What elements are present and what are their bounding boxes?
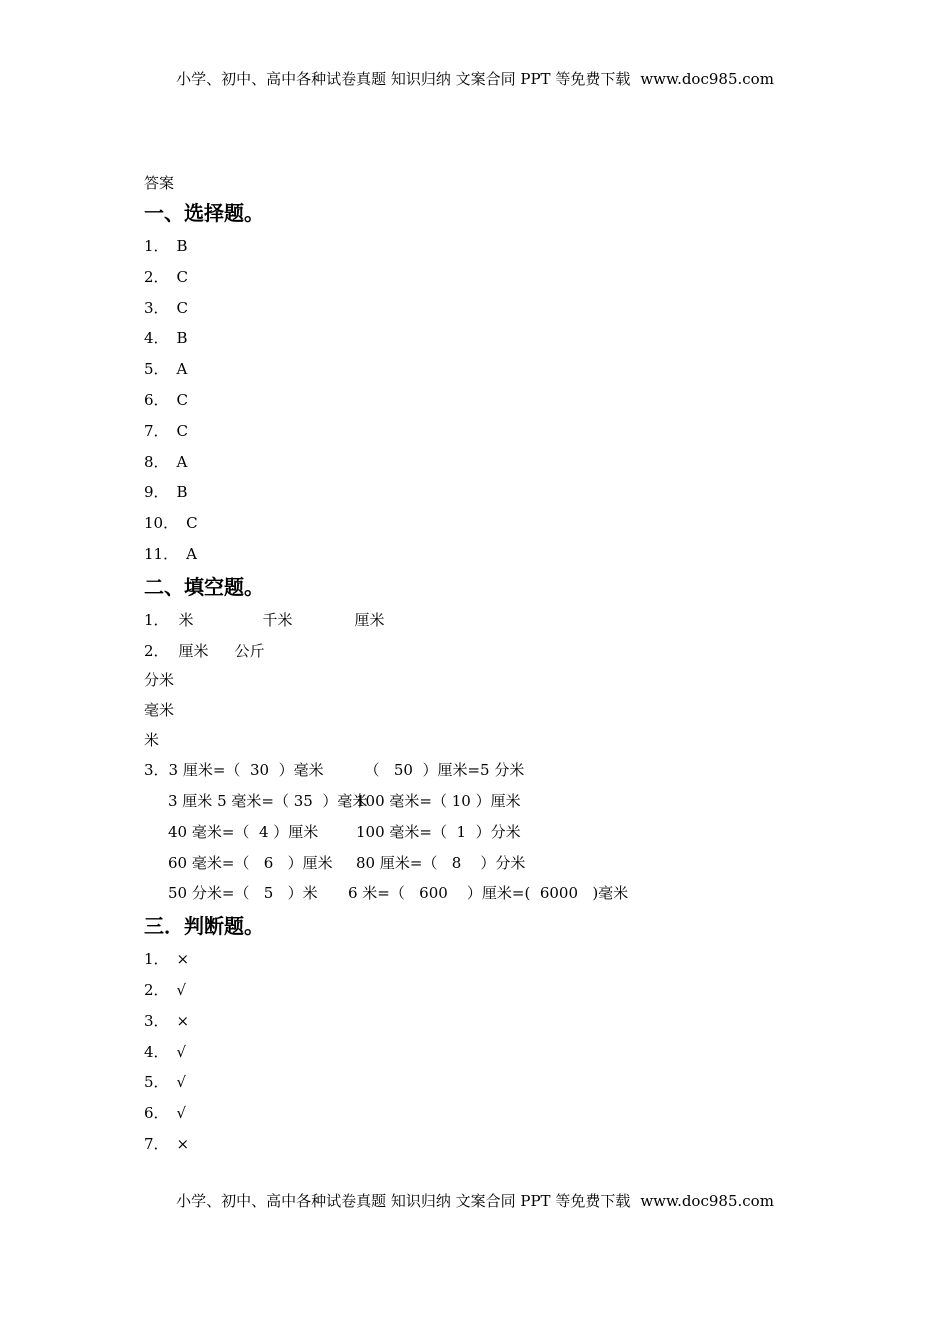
list-item [144, 944, 804, 975]
fill-question-2 [144, 636, 804, 667]
item-answer: C [176, 390, 189, 409]
list-item [144, 1129, 804, 1160]
conversion-right: 80 厘米=（ 8 ）分米 [356, 853, 526, 872]
list-item [144, 231, 804, 262]
item-number: 1． [144, 950, 169, 969]
fill-answer: 米 [144, 730, 160, 749]
item-answer: √ [176, 1042, 187, 1061]
conversion-row [144, 786, 804, 817]
section3-heading: 三．判断题。 [144, 914, 264, 939]
list-item [144, 416, 804, 447]
conversion-left: 50 分米=（ 5 ）米 [168, 884, 318, 903]
item-number: 2． [144, 641, 169, 660]
list-item [144, 1067, 804, 1098]
section3-list [144, 944, 804, 1160]
section1-heading: 一、选择题。 [144, 201, 264, 225]
item-number: 5． [144, 1073, 169, 1092]
conversion-left: 40 毫米=（ 4 ）厘米 [168, 822, 319, 841]
item-number: 1． [144, 610, 169, 629]
footer-url[interactable]: www.doc985.com [640, 1192, 774, 1210]
fill-answer: 米 [178, 610, 194, 629]
item-number: 6． [144, 1104, 169, 1123]
header-text: 小学、初中、高中各种试卷真题 知识归纳 文案合同 PPT 等免费下载 [176, 70, 631, 88]
item-answer: C [176, 298, 189, 317]
item-number: 8． [144, 452, 169, 471]
list-item [144, 293, 804, 324]
conversion-left: 3 厘米 5 毫米=（ 35 ）毫米 [168, 791, 368, 810]
list-item [144, 1037, 804, 1068]
item-number: 4． [144, 1042, 169, 1061]
item-answer: C [176, 267, 189, 286]
item-number: 7． [144, 421, 169, 440]
item-number: 7． [144, 1134, 169, 1153]
fill-answer: 厘米 [178, 641, 209, 660]
conversion-right: 6 米=（ 600 ）厘米=( 6000 )毫米 [348, 884, 629, 903]
list-item [144, 323, 804, 354]
item-number: 3． [144, 298, 169, 317]
item-answer: √ [176, 1073, 187, 1092]
item-answer: A [186, 544, 197, 563]
fill-answer: 分米 [144, 671, 175, 690]
section2-list [144, 605, 804, 909]
page-header [0, 68, 950, 89]
fill-answer: 厘米 [354, 610, 385, 629]
item-number: 1． [144, 237, 169, 255]
item-number: 10． [144, 514, 179, 533]
item-answer: C [186, 514, 198, 533]
conversion-right: 100 毫米=（ 10 ）厘米 [356, 791, 521, 810]
item-number: 2． [144, 267, 169, 286]
item-answer: √ [176, 1104, 187, 1123]
list-item [144, 975, 804, 1006]
list-item [144, 508, 804, 539]
item-answer: A [176, 452, 188, 471]
header-url[interactable]: www.doc985.com [640, 70, 774, 88]
fill-answer: 公斤 [234, 641, 265, 660]
conversion-left: 60 毫米=（ 6 ）厘米 [168, 853, 333, 872]
item-answer: B [176, 329, 188, 348]
list-item [144, 477, 804, 508]
item-number: 3． [144, 761, 169, 780]
answer-title: 答案 [144, 174, 175, 192]
item-number: 5． [144, 360, 169, 379]
item-answer: B [176, 483, 188, 502]
conversion-row [144, 848, 804, 879]
item-answer: × [176, 950, 190, 969]
item-answer: A [176, 360, 188, 379]
list-item [144, 385, 804, 416]
item-number: 3． [144, 1011, 169, 1030]
page-footer [0, 1190, 950, 1211]
conversion-right: 100 毫米=（ 1 ）分米 [356, 822, 521, 841]
item-number: 11． [144, 544, 179, 563]
item-number: 2． [144, 980, 169, 999]
item-number: 4． [144, 329, 169, 348]
list-item [144, 539, 804, 570]
list-item [144, 354, 804, 385]
list-item [144, 447, 804, 478]
item-answer: × [176, 1134, 190, 1153]
item-answer: × [176, 1011, 190, 1030]
section1-list [144, 231, 804, 570]
list-item [144, 1006, 804, 1037]
item-number: 6． [144, 390, 169, 409]
list-item [144, 262, 804, 293]
conversion-right: （ 50 ）厘米=5 分米 [364, 761, 525, 780]
item-answer: B [176, 237, 188, 255]
conversion-row [144, 755, 804, 786]
fill-answer: 毫米 [144, 700, 175, 719]
fill-question-1 [144, 605, 804, 636]
conversion-row [144, 817, 804, 848]
answer-content [144, 170, 804, 1160]
item-answer: √ [176, 980, 187, 999]
conversion-row [144, 878, 804, 909]
footer-text: 小学、初中、高中各种试卷真题 知识归纳 文案合同 PPT 等免费下载 [176, 1192, 631, 1210]
item-number: 9． [144, 483, 169, 502]
conversion-left: 3 厘米=（ 30 ）毫米 [168, 761, 324, 780]
list-item [144, 1098, 804, 1129]
fill-answer: 千米 [262, 610, 293, 629]
section2-heading: 二、填空题。 [144, 574, 264, 599]
item-answer: C [176, 421, 189, 440]
